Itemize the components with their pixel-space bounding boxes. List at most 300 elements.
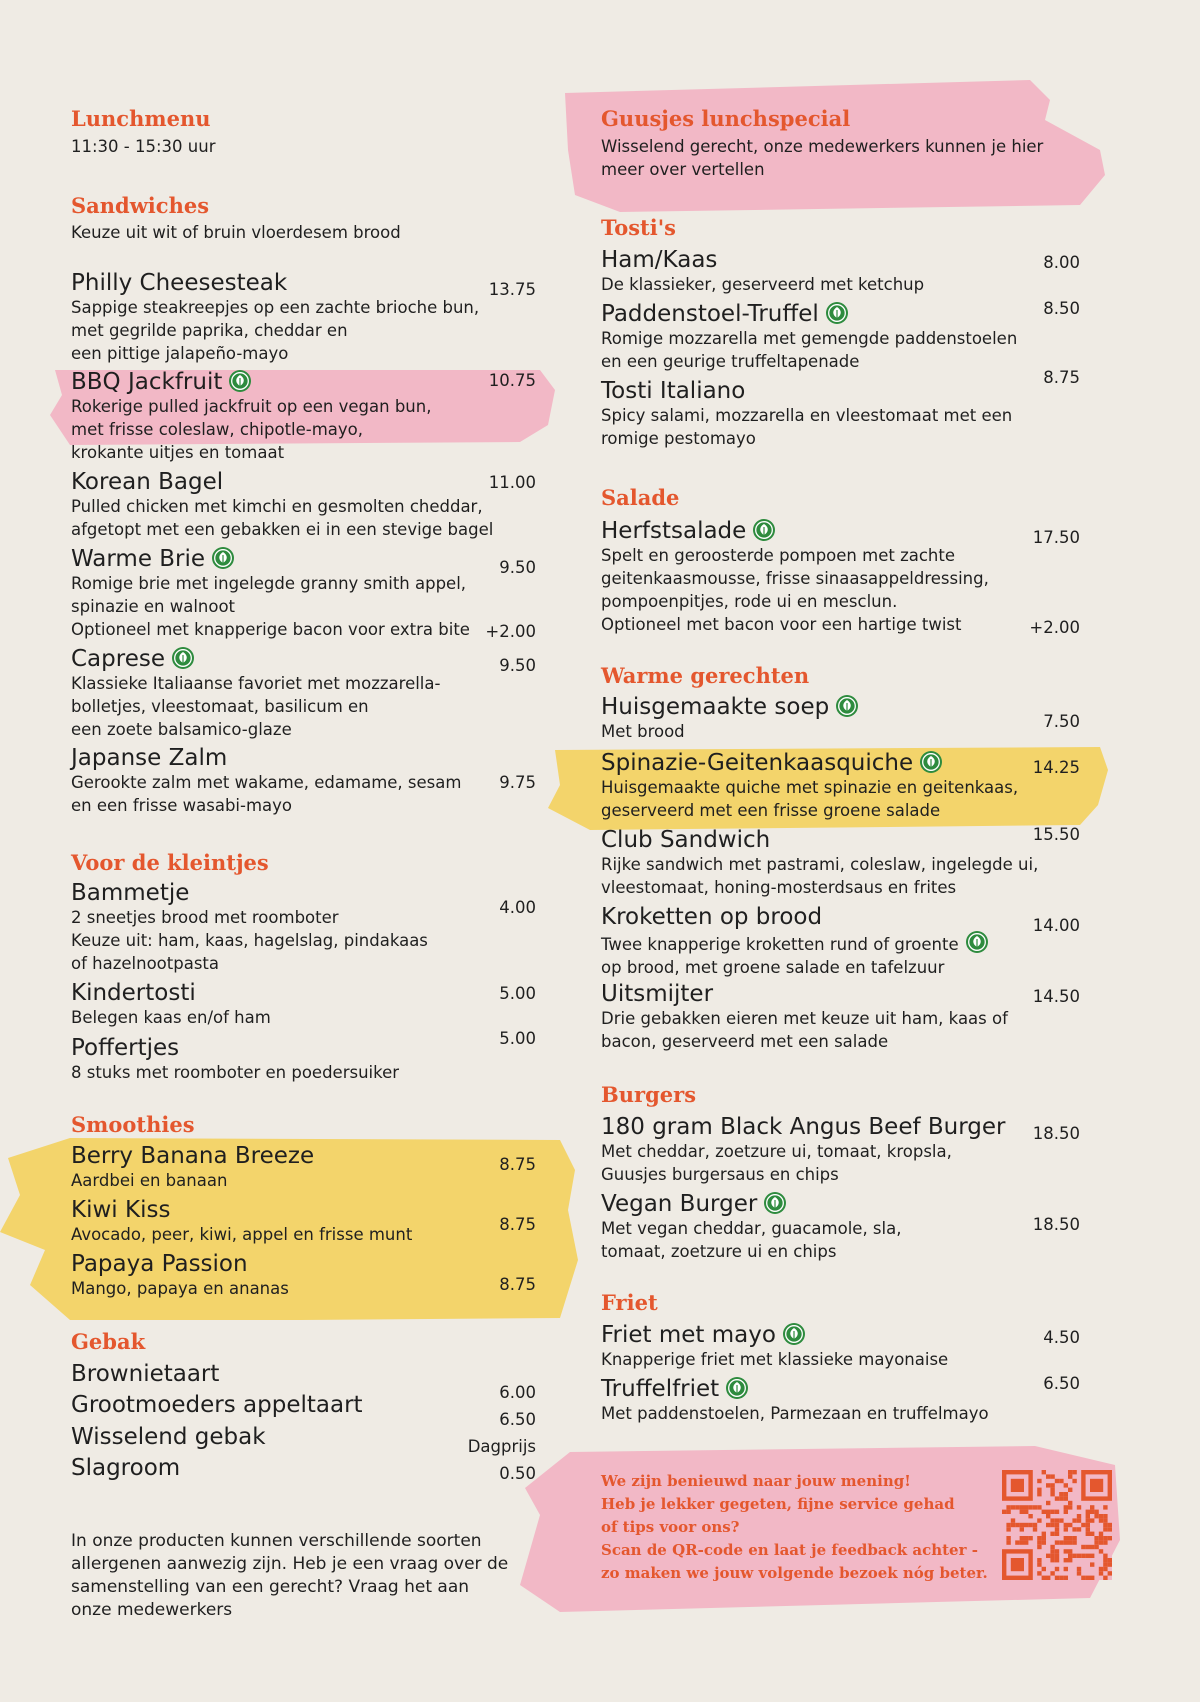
qr-module (1090, 1518, 1094, 1522)
qr-module (1090, 1554, 1094, 1558)
smoothies-title: Smoothies (71, 1112, 195, 1137)
item-price: 8.75 (1043, 368, 1080, 387)
qr-module (1055, 1479, 1059, 1483)
item-desc-line: Optioneel met bacon voor een hartige twist (601, 615, 962, 634)
qr-module (1046, 1483, 1050, 1487)
qr-module (1042, 1532, 1046, 1536)
menu-item (71, 469, 536, 541)
menu-item (71, 745, 536, 817)
qr-module (1042, 1540, 1046, 1544)
qr-module (1006, 1527, 1010, 1531)
menu-item (601, 827, 1080, 899)
item-price: 18.50 (1032, 1124, 1080, 1143)
allergen-note (71, 1530, 536, 1622)
qr-code-icon[interactable] (1002, 1470, 1112, 1580)
item-price: 0.50 (499, 1464, 536, 1483)
friet-title: Friet (601, 1290, 658, 1315)
qr-module (1064, 1540, 1068, 1544)
vegan-icon (228, 369, 252, 393)
item-desc-line: Sappige steakreepjes op een zachte brioche bun, (71, 298, 480, 317)
feedback-line: Scan de QR-code en laat je feedback achter - (601, 1541, 978, 1559)
item-desc-line: 8 stuks met roomboter en poedersuiker (71, 1063, 400, 1082)
item-name: Paddenstoel-Truffel (601, 301, 819, 327)
item-desc-line: Rokerige pulled jackfruit op een vegan bun, (71, 397, 432, 416)
special-desc (601, 135, 1043, 181)
qr-module (1059, 1496, 1063, 1500)
menu-item (71, 646, 536, 741)
qr-module (1028, 1505, 1032, 1509)
item-name: Club Sandwich (601, 827, 771, 853)
qr-module (1090, 1532, 1094, 1536)
item-desc-line: Aardbei en banaan (71, 1171, 228, 1190)
item-name: Caprese (71, 646, 165, 672)
item-price: 13.75 (488, 280, 536, 299)
item-price: 10.75 (488, 371, 536, 390)
item-desc-line: Klassieke Italiaanse favoriet met mozzarella- (71, 674, 441, 693)
qr-module (1103, 1505, 1107, 1509)
menu-item (71, 546, 536, 641)
special-title: Guusjes lunchspecial (601, 106, 851, 131)
qr-module (1042, 1470, 1046, 1474)
item-price: 8.75 (499, 1275, 536, 1294)
qr-module (1099, 1571, 1103, 1575)
item-price: 14.25 (1032, 758, 1080, 777)
qr-module (1055, 1527, 1059, 1531)
qr-module (1046, 1474, 1050, 1478)
qr-module (1059, 1576, 1063, 1580)
qr-module (1050, 1474, 1054, 1478)
qr-module (1042, 1567, 1046, 1571)
item-desc-line: een pittige jalapeño-mayo (71, 344, 289, 363)
qr-module (1055, 1496, 1059, 1500)
item-price: 8.50 (1043, 299, 1080, 318)
feedback-line: zo maken we jouw volgende bezoek nóg beter. (601, 1564, 988, 1582)
qr-module (1094, 1514, 1098, 1518)
vegan-icon (919, 750, 943, 774)
qr-module (1103, 1527, 1107, 1531)
menu-item (71, 1197, 536, 1246)
qr-module (1011, 1518, 1015, 1522)
item-price: 11.00 (488, 473, 536, 492)
item-name: Slagroom (71, 1455, 181, 1481)
sandwiches-title: Sandwiches (71, 193, 210, 218)
menu-item (71, 1029, 536, 1084)
item-price: 6.50 (499, 1410, 536, 1429)
item-price: 15.50 (1032, 825, 1080, 844)
gebak-title: Gebak (71, 1329, 146, 1354)
item-desc-line: Huisgemaakte quiche met spinazie en geitenkaas, (601, 778, 1019, 797)
qr-module (1059, 1492, 1063, 1496)
menu-item (71, 980, 536, 1029)
qr-module (1086, 1576, 1090, 1580)
qr-module (1055, 1540, 1059, 1544)
item-desc-line: Keuze uit: ham, kaas, hagelslag, pindakaas (71, 931, 428, 950)
qr-module (1099, 1567, 1103, 1571)
qr-module (1055, 1558, 1059, 1562)
item-desc-line: op brood, met groene salade en tafelzuur (601, 958, 945, 977)
item-name: Japanse Zalm (71, 745, 228, 771)
qr-module (1099, 1532, 1103, 1536)
qr-module (1020, 1527, 1024, 1531)
item-desc-line: De klassieker, geserveerd met ketchup (601, 275, 925, 294)
qr-module (1090, 1576, 1094, 1580)
burgers-title: Burgers (601, 1082, 697, 1107)
item-desc-line: Guusjes burgersaus en chips (601, 1165, 839, 1184)
qr-module (1015, 1523, 1019, 1527)
qr-module (1042, 1536, 1046, 1540)
item-price: 9.50 (499, 656, 536, 675)
item-price: 8.00 (1043, 253, 1080, 272)
item-name: Uitsmijter (601, 981, 714, 1007)
qr-module (1059, 1518, 1063, 1522)
qr-module (1037, 1540, 1041, 1544)
item-desc-line: Met brood (601, 722, 685, 741)
item-desc-line: of hazelnootpasta (71, 954, 219, 973)
qr-module (1050, 1523, 1054, 1527)
item-desc-line: vleestomaat, honing-mosterdsaus en frites (601, 878, 957, 897)
item-price: 14.50 (1032, 987, 1080, 1006)
item-desc-line: krokante uitjes en tomaat (71, 443, 285, 462)
qr-module (1077, 1527, 1081, 1531)
qr-module (1064, 1523, 1068, 1527)
item-name: Kroketten op brood (601, 904, 823, 930)
item-price: 6.50 (1043, 1374, 1080, 1393)
item-desc-line: pompoenpitjes, rode ui en mesclun. (601, 592, 898, 611)
qr-module (1055, 1510, 1059, 1514)
item-price: 18.50 (1032, 1215, 1080, 1234)
menu-item (601, 301, 1080, 373)
item-price: 17.50 (1032, 528, 1080, 547)
qr-module (1077, 1571, 1081, 1575)
qr-module (1064, 1492, 1068, 1496)
qr-module (1068, 1536, 1072, 1540)
item-desc-line: Romige brie met ingelegde granny smith appel, (71, 574, 467, 593)
qr-module (1037, 1562, 1041, 1566)
item-name: Ham/Kaas (601, 247, 718, 273)
qr-module (1108, 1536, 1112, 1540)
qr-module (1011, 1523, 1015, 1527)
qr-module (1050, 1488, 1054, 1492)
item-name: Spinazie-Geitenkaasquiche (601, 750, 914, 776)
item-price: 4.50 (1043, 1328, 1080, 1347)
desc-line: Wisselend gerecht, onze medewerkers kunnen je hier (601, 137, 1044, 156)
qr-module (1103, 1514, 1107, 1518)
item-desc-line: met gegrilde paprika, cheddar en (71, 321, 348, 340)
qr-module (1050, 1549, 1054, 1553)
item-name: Korean Bagel (71, 469, 224, 495)
qr-module (1059, 1479, 1063, 1483)
item-desc-line: bolletjes, vleestomaat, basilicum en (71, 697, 369, 716)
qr-module (1103, 1567, 1107, 1571)
qr-module (1050, 1492, 1054, 1496)
qr-module (1059, 1540, 1063, 1544)
qr-module (1050, 1483, 1054, 1487)
qr-module (1072, 1479, 1076, 1483)
qr-module (1068, 1474, 1072, 1478)
qr-module (1064, 1483, 1068, 1487)
item-name: Friet met mayo (601, 1322, 776, 1348)
qr-module (1090, 1505, 1094, 1509)
qr-module (1077, 1554, 1081, 1558)
item-desc-line: Met paddenstoelen, Parmezaan en truffelmayo (601, 1404, 989, 1423)
qr-module (1055, 1567, 1059, 1571)
qr-module (1068, 1558, 1072, 1562)
qr-module (1077, 1505, 1081, 1509)
item-desc-line: Gerookte zalm met wakame, edamame, sesam (71, 773, 462, 792)
item-extra-price: +2.00 (485, 622, 536, 641)
kids-title: Voor de kleintjes (71, 850, 269, 875)
item-name: Papaya Passion (71, 1251, 248, 1277)
item-price: 4.00 (499, 898, 536, 917)
qr-module (1068, 1470, 1072, 1474)
desc-line: meer over vertellen (601, 160, 765, 179)
item-desc-line: Mango, papaya en ananas (71, 1279, 289, 1298)
item-name: Truffelfriet (601, 1376, 720, 1402)
item-desc-line: en een frisse wasabi-mayo (71, 796, 292, 815)
qr-module (1086, 1523, 1090, 1527)
qr-module (1068, 1549, 1072, 1553)
salade-title: Salade (601, 485, 680, 510)
qr-module (1055, 1549, 1059, 1553)
qr-module (1081, 1523, 1085, 1527)
item-name: Grootmoeders appeltaart (71, 1392, 363, 1418)
item-price: 8.75 (499, 1155, 536, 1174)
qr-module (1064, 1558, 1068, 1562)
qr-module (1077, 1567, 1081, 1571)
qr-module (1046, 1523, 1050, 1527)
qr-module (1042, 1510, 1046, 1514)
qr-module (1072, 1527, 1076, 1531)
item-desc-line: Knapperige friet met klassieke mayonaise (601, 1350, 949, 1369)
qr-module (1086, 1510, 1090, 1514)
qr-module (1033, 1505, 1037, 1509)
qr-module (1033, 1523, 1037, 1527)
qr-module (1033, 1527, 1037, 1531)
feedback-line: We zijn benieuwd naar jouw mening! (601, 1472, 911, 1490)
qr-module (1006, 1510, 1010, 1514)
vegan-icon (752, 518, 776, 542)
lunch-hours: 11:30 - 15:30 uur (71, 137, 216, 156)
qr-module (1064, 1510, 1068, 1514)
qr-module (1064, 1549, 1068, 1553)
qr-module (1050, 1532, 1054, 1536)
qr-module (1064, 1536, 1068, 1540)
note-line: onze medewerkers (71, 1600, 233, 1620)
qr-module (1037, 1492, 1041, 1496)
qr-module (1050, 1554, 1054, 1558)
item-desc-line: Spicy salami, mozzarella en vleestomaat met een (601, 406, 1013, 425)
qr-module (1055, 1523, 1059, 1527)
qr-module (1006, 1523, 1010, 1527)
qr-module (1050, 1518, 1054, 1522)
item-name: Kindertosti (71, 980, 196, 1006)
qr-module (1068, 1488, 1072, 1492)
item-desc-line: geserveerd met een frisse groene salade (601, 801, 941, 820)
menu-item (601, 518, 1080, 636)
menu-item (601, 904, 1080, 979)
item-price: 9.75 (499, 773, 536, 792)
qr-module (1072, 1540, 1076, 1544)
qr-module (1086, 1554, 1090, 1558)
qr-module (1099, 1514, 1103, 1518)
item-desc-line: Met vegan cheddar, guacamole, sla, (601, 1219, 902, 1238)
item-desc-line: met frisse coleslaw, chipotle-mayo, (71, 420, 364, 439)
item-desc-line: tomaat, zoetzure ui en chips (601, 1242, 837, 1261)
qr-module (1020, 1540, 1024, 1544)
menu-item (71, 1251, 536, 1300)
qr-module (1068, 1505, 1072, 1509)
item-price: 7.50 (1043, 712, 1080, 731)
vegan-icon (171, 646, 195, 670)
item-desc-line: romige pestomayo (601, 429, 756, 448)
item-desc-line: spinazie en walnoot (71, 597, 236, 616)
qr-module (1090, 1562, 1094, 1566)
qr-module (1024, 1523, 1028, 1527)
qr-module (1099, 1540, 1103, 1544)
item-price: 6.00 (499, 1383, 536, 1402)
qr-module (1103, 1562, 1107, 1566)
item-name: Herfstsalade (601, 518, 747, 544)
qr-module (1072, 1536, 1076, 1540)
item-name: Tosti Italiano (601, 378, 746, 404)
qr-module (1068, 1523, 1072, 1527)
qr-module (1072, 1470, 1076, 1474)
qr-module (1064, 1527, 1068, 1531)
qr-module (1037, 1505, 1041, 1509)
qr-module (1108, 1527, 1112, 1531)
qr-module (1020, 1505, 1024, 1509)
qr-module (1108, 1562, 1112, 1566)
menu-item (71, 880, 536, 975)
qr-module (1103, 1523, 1107, 1527)
item-desc-line: Avocado, peer, kiwi, appel en frisse munt (71, 1225, 413, 1244)
qr-module (1103, 1576, 1107, 1580)
item-name: Berry Banana Breeze (71, 1143, 315, 1169)
vegan-icon (211, 546, 235, 570)
item-desc-line: afgetopt met een gebakken ei in een stevige bagel (71, 520, 494, 539)
qr-module (1086, 1514, 1090, 1518)
qr-module (1037, 1571, 1041, 1575)
qr-module (1103, 1558, 1107, 1562)
menu-item (601, 1191, 1080, 1263)
item-name: Warme Brie (71, 546, 206, 572)
qr-module (1108, 1558, 1112, 1562)
vegan-icon (725, 1376, 749, 1400)
note-line: allergenen aanwezig zijn. Heb je een vraag over de (71, 1554, 509, 1574)
item-desc-line: Belegen kaas en/of ham (71, 1008, 271, 1027)
qr-module (1103, 1540, 1107, 1544)
qr-module (1103, 1536, 1107, 1540)
qr-module (1011, 1505, 1015, 1509)
item-desc-line: Drie gebakken eieren met keuze uit ham, kaas of (601, 1009, 1008, 1028)
qr-module (1064, 1496, 1068, 1500)
qr-module (1086, 1545, 1090, 1549)
item-desc-line: Pulled chicken met kimchi en gesmolten cheddar, (71, 497, 483, 516)
qr-module (1046, 1554, 1050, 1558)
feedback-line: Heb je lekker gegeten, fijne service gehad (601, 1495, 955, 1513)
menu-item (601, 981, 1080, 1053)
vegan-icon (965, 930, 989, 954)
qr-module (1094, 1545, 1098, 1549)
qr-module (1024, 1505, 1028, 1509)
qr-module (1015, 1505, 1019, 1509)
item-name: Bammetje (71, 880, 190, 906)
qr-module (1099, 1549, 1103, 1553)
item-desc-line: Met cheddar, zoetzure ui, tomaat, kropsla, (601, 1142, 952, 1161)
item-name: 180 gram Black Angus Beef Burger (601, 1114, 1006, 1140)
item-name: Vegan Burger (601, 1191, 758, 1217)
vegan-icon (835, 694, 859, 718)
qr-module (1099, 1518, 1103, 1522)
item-extra-price: +2.00 (1029, 618, 1080, 637)
qr-module (1020, 1523, 1024, 1527)
qr-module (1103, 1518, 1107, 1522)
qr-module (1064, 1576, 1068, 1580)
warm-title: Warme gerechten (601, 663, 810, 688)
qr-module (1090, 1510, 1094, 1514)
item-price: 9.50 (499, 558, 536, 577)
menu-item (601, 1322, 1080, 1371)
qr-module (1099, 1536, 1103, 1540)
item-name: Poffertjes (71, 1035, 180, 1061)
lunch-title: Lunchmenu (71, 106, 211, 131)
item-desc-line: bacon, geserveerd met een salade (601, 1032, 889, 1051)
item-price: 5.00 (499, 1029, 536, 1048)
menu-item (601, 368, 1080, 450)
qr-module (1094, 1510, 1098, 1514)
qr-module (1055, 1554, 1059, 1558)
menu-item (601, 1114, 1080, 1186)
feedback-line: of tips voor ons? (601, 1518, 740, 1536)
qr-module (1024, 1540, 1028, 1544)
item-desc-line: Twee knapperige kroketten rund of groente (601, 935, 959, 954)
qr-module (1086, 1532, 1090, 1536)
qr-module (1020, 1536, 1024, 1540)
qr-module (1050, 1510, 1054, 1514)
vegan-icon (763, 1191, 787, 1215)
qr-module (1072, 1554, 1076, 1558)
qr-module (1037, 1479, 1041, 1483)
item-desc-line: Romige mozzarella met gemengde paddenstoelen (601, 329, 1018, 348)
qr-module (1086, 1527, 1090, 1531)
item-name: Brownietaart (71, 1361, 220, 1387)
item-name: Kiwi Kiss (71, 1197, 171, 1223)
item-desc-line: Spelt en geroosterde pompoen met zachte (601, 546, 955, 565)
qr-module (1068, 1554, 1072, 1558)
item-price: Dagprijs (467, 1437, 536, 1456)
item-desc-line: Optioneel met knapperige bacon voor extra bite (71, 620, 470, 639)
qr-module (1037, 1536, 1041, 1540)
menu-item (601, 694, 1080, 743)
qr-module (1108, 1523, 1112, 1527)
qr-module (1020, 1510, 1024, 1514)
menu-item (601, 1376, 1080, 1425)
qr-module (1081, 1545, 1085, 1549)
qr-module (1072, 1518, 1076, 1522)
qr-module (1064, 1567, 1068, 1571)
qr-module (1006, 1536, 1010, 1540)
menu-item (601, 247, 1080, 296)
item-name: Wisselend gebak (71, 1424, 266, 1450)
qr-module (1094, 1540, 1098, 1544)
item-name: Philly Cheesesteak (71, 270, 288, 296)
item-name: Huisgemaakte soep (601, 694, 830, 720)
qr-module (1037, 1488, 1041, 1492)
qr-module (1081, 1576, 1085, 1580)
note-line: In onze producten kunnen verschillende soorten (71, 1531, 482, 1551)
qr-module (1068, 1501, 1072, 1505)
qr-module (1028, 1514, 1032, 1518)
